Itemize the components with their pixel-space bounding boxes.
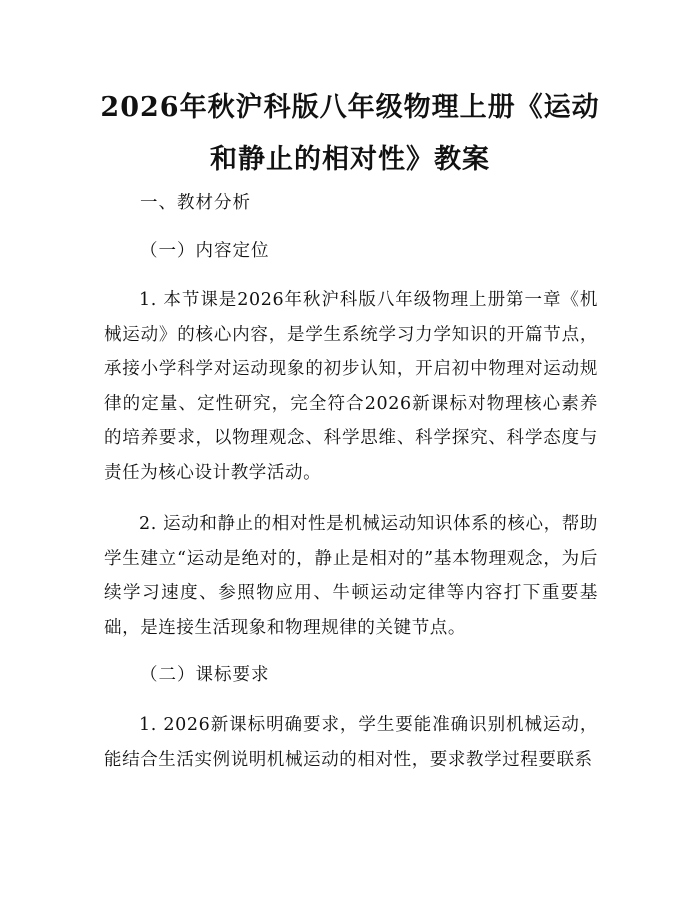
- paragraph-3: 1. 2026新课标明确要求，学生要能准确识别机械运动，能结合生活实例说明机械运动的相对性，要求教学过程要联系: [104, 715, 598, 770]
- subsection-heading-curriculum-requirements: （二）课标要求: [140, 665, 270, 685]
- paragraph-1: 1. 本节课是2026年秋沪科版八年级物理上册第一章《机械运动》的核心内容，是学生系统学习力学知识的开篇节点，承接小学科学对运动现象的初步认知，开启初中物理对运动规律的定量、定性研究，完全符合2026新课标对物理核心素养的培养要求，以物理观念、科学思维、科学探究、科学态度与责任为核心设计教学活动。: [104, 290, 598, 483]
- document-title: 2026年秋沪科版八年级物理上册《运动和静止的相对性》教案: [100, 92, 600, 175]
- section-heading-textbook-analysis: 一、教材分析: [140, 193, 251, 213]
- paragraph-2: 2. 运动和静止的相对性是机械运动知识体系的核心，帮助学生建立“运动是绝对的，静止是相对的”基本物理观念，为后续学习速度、参照物应用、牛顿运动定律等内容打下重要基础，是连接生活现象和物理规律的关键节点。: [104, 514, 598, 638]
- subsection-heading-content-positioning: （一）内容定位: [140, 241, 270, 261]
